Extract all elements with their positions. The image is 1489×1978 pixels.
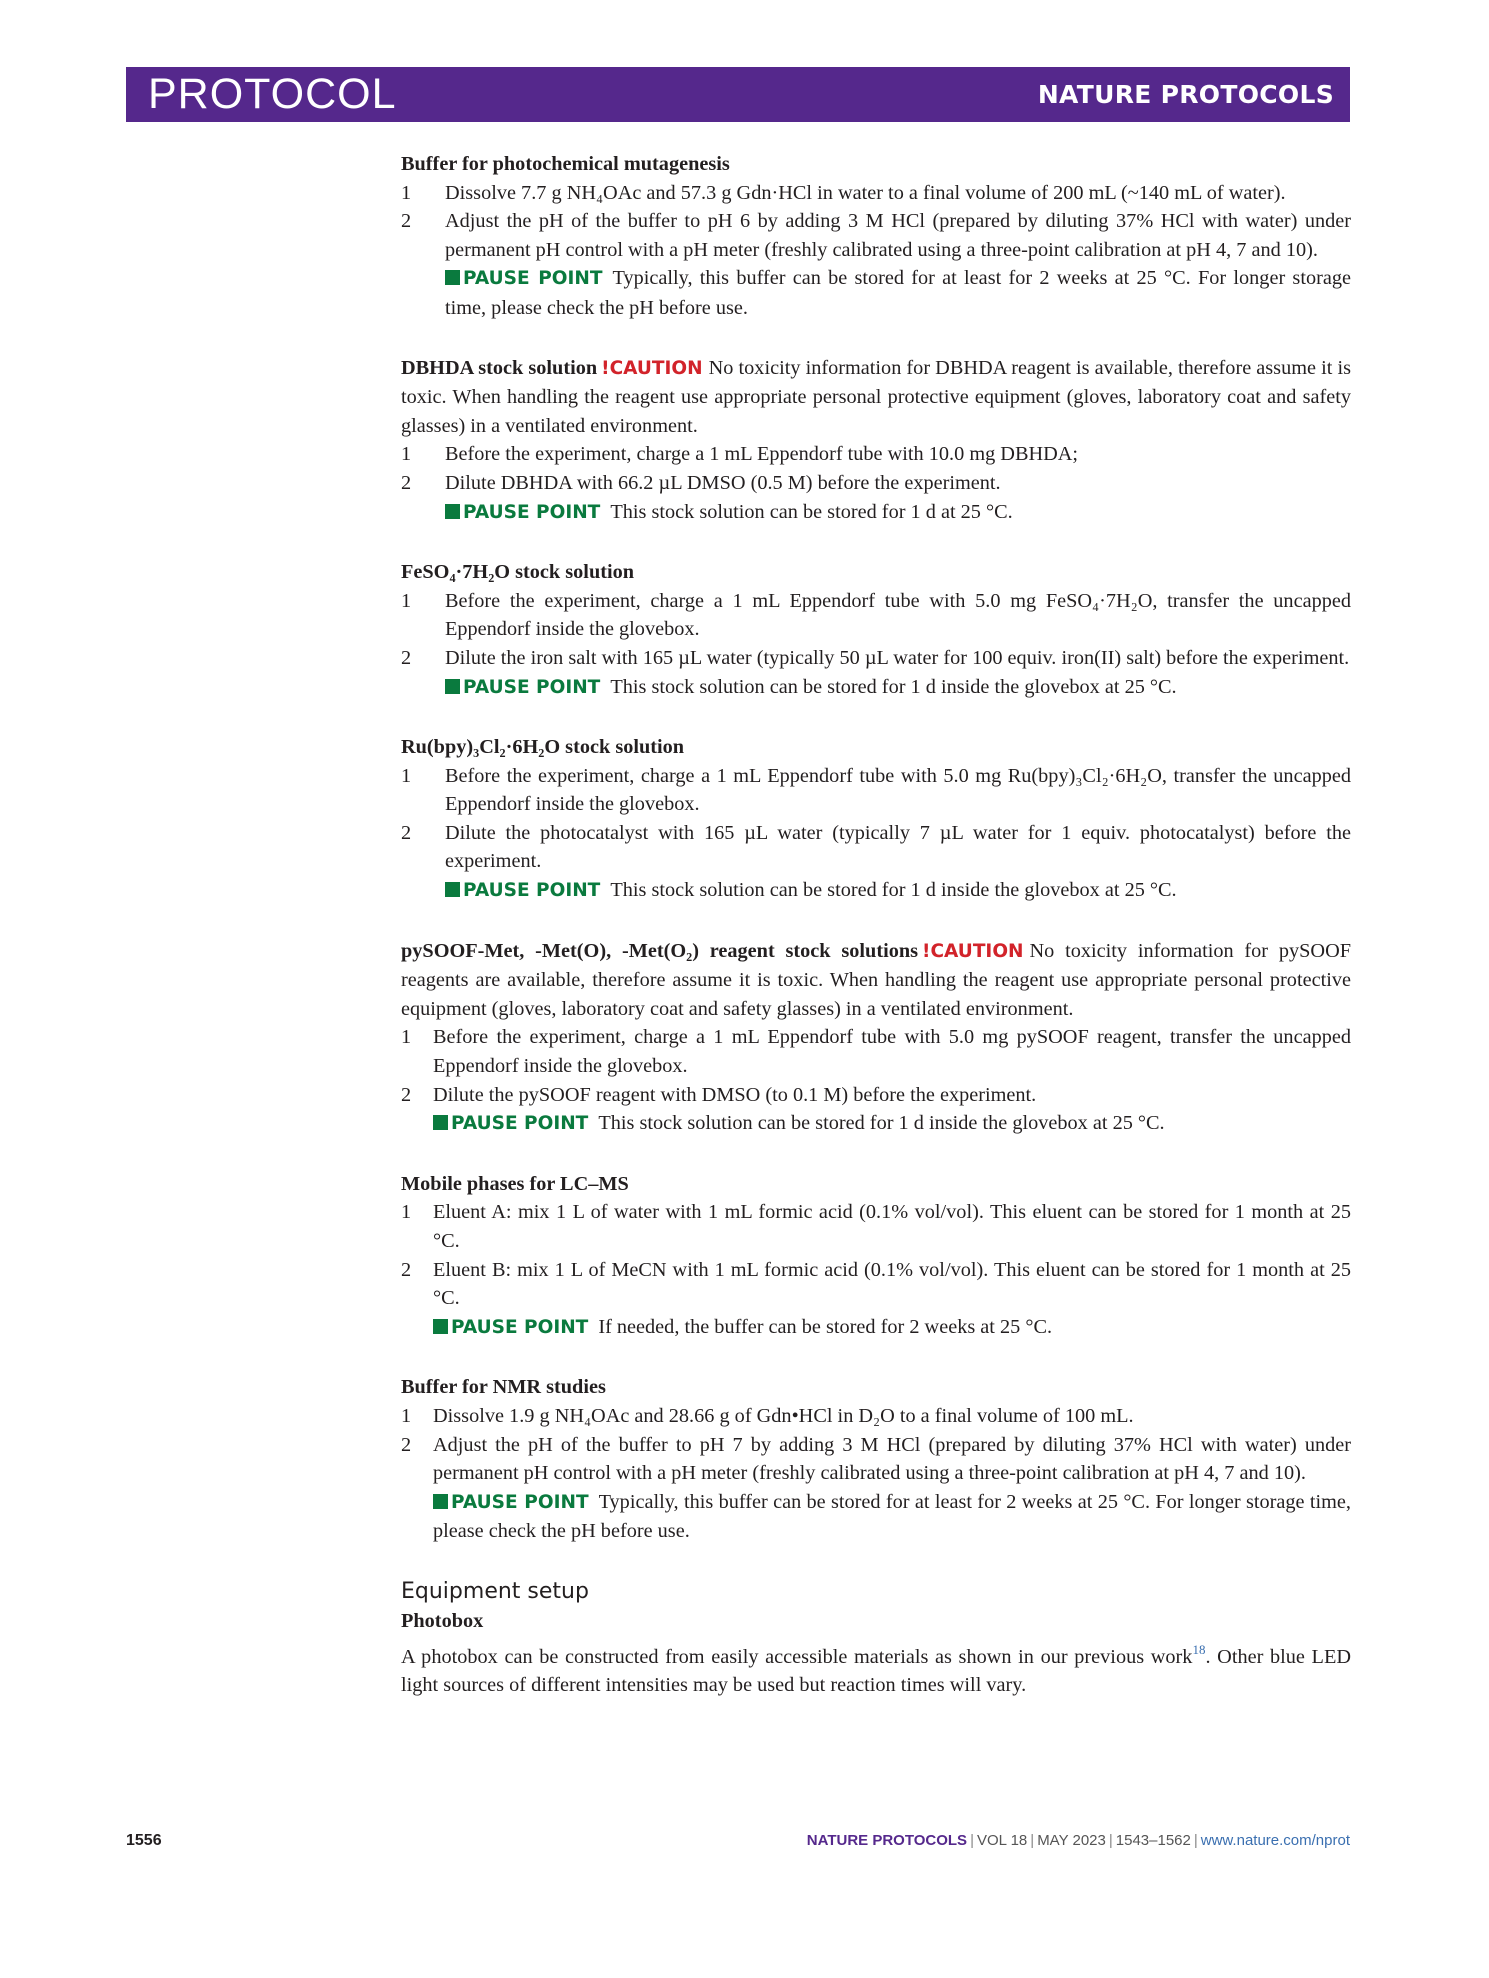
reference-link[interactable]: 18	[1192, 1641, 1206, 1657]
step-number: 1	[401, 764, 412, 787]
pause-point	[401, 876, 1351, 906]
section-heading: Mobile phases for LC–MS	[401, 1172, 629, 1195]
section-heading: DBHDA stock solution	[401, 356, 598, 379]
caution-text: No toxicity information for pySOOF reagents are available, therefore assume it is toxic. When handling the reagent use appropriate personal protective equipment (gloves, laboratory coat and safety glasses) in a ventilated environment.	[401, 939, 1351, 1020]
step-number: 1	[401, 443, 412, 466]
step-item	[401, 644, 1351, 673]
step-item	[401, 1256, 1351, 1313]
photobox-text-end: . Other blue LED light sources of different intensities may be used but reaction times will vary.	[401, 1645, 1351, 1697]
separator: |	[1108, 1832, 1113, 1849]
footer-volume: VOL 18	[976, 1832, 1028, 1849]
step-number: 2	[401, 1083, 412, 1106]
pause-point-text: Typically, this buffer can be stored for at least for 2 weeks at 25 °C. For longer storage time, please check the pH before use.	[445, 267, 1352, 319]
step-text: Before the experiment, charge a 1 mL Eppendorf tube with 10.0 mg DBHDA;	[445, 443, 1079, 466]
page-number: 1556	[126, 1832, 162, 1849]
section-photochem-buffer	[401, 150, 1351, 323]
pause-point-label: PAUSE POINT	[451, 1316, 589, 1338]
photobox-text: A photobox can be constructed from easily accessible materials as shown in our previous work	[401, 1645, 1193, 1668]
step-item	[401, 179, 1351, 208]
pause-point	[401, 673, 1351, 703]
step-item	[401, 1023, 1351, 1080]
step-item	[401, 1081, 1351, 1110]
pause-point-label: PAUSE POINT	[463, 268, 603, 290]
footer-date: MAY 2023	[1037, 1832, 1106, 1849]
pause-point-text: This stock solution can be stored for 1 d inside the glovebox at 25 °C.	[598, 1112, 1165, 1135]
pause-point	[401, 1488, 1351, 1546]
pause-square-icon	[445, 504, 460, 519]
section-heading: Buffer for photochemical mutagenesis	[401, 153, 730, 175]
pause-point-text: This stock solution can be stored for 1 d at 25 °C.	[610, 500, 1013, 523]
step-text: Eluent B: mix 1 L of MeCN with 1 mL formic acid (0.1% vol/vol). This eluent can be stored for 1 month at 25 °C.	[433, 1258, 1351, 1310]
pause-point-label: PAUSE POINT	[463, 676, 601, 698]
step-number: 2	[401, 210, 412, 233]
pause-square-icon	[445, 882, 460, 897]
step-text: Before the experiment, charge a 1 mL Eppendorf tube with 5.0 mg pySOOF reagent, transfer the uncapped Eppendorf inside the glovebox.	[433, 1026, 1351, 1078]
section-lcms	[401, 1170, 1351, 1343]
footer-url-link[interactable]: www.nature.com/nprot	[1200, 1832, 1350, 1849]
step-text: Adjust the pH of the buffer to pH 6 by adding 3 M HCl (prepared by diluting 37% HCl with water) under permanent pH control with a pH meter (freshly calibrated using a three-point calibration at pH 4, 7 and 10).	[445, 210, 1351, 261]
separator: |	[1193, 1832, 1198, 1849]
step-text: Dilute the pySOOF reagent with DMSO (to 0.1 M) before the experiment.	[433, 1083, 1037, 1106]
section-nmr-buffer	[401, 1373, 1351, 1546]
separator: |	[1030, 1832, 1035, 1849]
pause-square-icon	[445, 679, 460, 694]
caution-text: No toxicity information for DBHDA reagent is available, therefore assume it is toxic. When handling the reagent use appropriate personal protective equipment (gloves, laboratory coat and safety glasses) in a ventilated environment.	[401, 356, 1351, 437]
step-item	[401, 469, 1351, 498]
pause-point-text: Typically, this buffer can be stored for at least for 2 weeks at 25 °C. For longer storage time, please check the pH before use.	[433, 1490, 1351, 1543]
step-number: 2	[401, 1433, 412, 1456]
step-item	[401, 207, 1351, 264]
citation	[807, 1832, 1350, 1849]
separator: |	[970, 1832, 974, 1849]
pause-point	[401, 1313, 1351, 1343]
step-number: 1	[401, 1404, 412, 1427]
caution-label: !CAUTION	[922, 940, 1024, 962]
pause-point-label: PAUSE POINT	[463, 880, 601, 902]
step-number: 1	[401, 1201, 412, 1224]
step-text: Dilute DBHDA with 66.2 µL DMSO (0.5 M) before the experiment.	[445, 471, 1001, 494]
step-item	[401, 1402, 1351, 1431]
step-item	[401, 762, 1351, 819]
step-text: Before the experiment, charge a 1 mL Eppendorf tube with 5.0 mg Ru(bpy)₃Cl₂·6H₂O, transfer the uncapped Eppendorf inside the glovebox.	[445, 764, 1351, 816]
pause-point	[401, 1109, 1351, 1139]
pause-point-text: This stock solution can be stored for 1 d inside the glovebox at 25 °C.	[610, 879, 1177, 902]
step-item	[401, 819, 1351, 876]
section-equipment-setup	[401, 1577, 1351, 1700]
pause-square-icon	[433, 1115, 448, 1130]
step-number: 1	[401, 589, 412, 612]
pause-point-label: PAUSE POINT	[451, 1113, 589, 1135]
step-item	[401, 1198, 1351, 1255]
step-number: 2	[401, 471, 412, 494]
article-type-label: PROTOCOL	[148, 70, 397, 118]
step-item	[401, 440, 1351, 469]
section-lead	[401, 937, 1351, 1024]
section-dbhda	[401, 354, 1351, 528]
pause-square-icon	[433, 1319, 448, 1334]
step-text: Dilute the photocatalyst with 165 µL water (typically 7 µL water for 1 equiv. photocatalyst) before the experiment.	[445, 821, 1351, 873]
step-number: 1	[401, 181, 412, 204]
footer-journal: NATURE PROTOCOLS	[806, 1832, 968, 1849]
page-footer	[126, 1832, 1350, 1856]
pause-square-icon	[445, 270, 460, 285]
step-text: Before the experiment, charge a 1 mL Eppendorf tube with 5.0 mg FeSO₄·7H₂O, transfer the uncapped Eppendorf inside the glovebox.	[445, 589, 1351, 641]
pause-point	[401, 264, 1351, 322]
step-number: 2	[401, 646, 412, 669]
section-ru-photocatalyst	[401, 733, 1351, 906]
photobox-paragraph	[401, 1636, 1351, 1700]
step-number: 2	[401, 1258, 412, 1281]
section-heading: Ru(bpy)₃Cl₂·6H₂O stock solution	[401, 736, 685, 759]
photobox-heading: Photobox	[401, 1609, 484, 1632]
step-text: Eluent A: mix 1 L of water with 1 mL formic acid (0.1% vol/vol). This eluent can be stored for 1 month at 25 °C.	[433, 1201, 1351, 1252]
step-item	[401, 587, 1351, 644]
section-feso4	[401, 558, 1351, 702]
caution-label: !CAUTION	[601, 357, 703, 379]
footer-pages: 1543–1562	[1115, 1832, 1191, 1849]
pause-square-icon	[433, 1494, 448, 1509]
step-number: 1	[401, 1026, 412, 1049]
step-text: Dilute the iron salt with 165 µL water (typically 50 µL water for 100 equiv. iron(II) salt) before the experiment.	[445, 646, 1350, 669]
section-heading: pySOOF-Met, -Met(O), -Met(O₂) reagent stock solutions	[401, 939, 919, 962]
equipment-setup-title: Equipment setup	[401, 1578, 589, 1604]
section-lead	[401, 354, 1351, 441]
pause-point-label: PAUSE POINT	[451, 1491, 589, 1513]
journal-name: NATURE PROTOCOLS	[1037, 80, 1334, 109]
pause-point-text: If needed, the buffer can be stored for 2 weeks at 25 °C.	[598, 1315, 1053, 1338]
section-heading: FeSO₄·7H₂O stock solution	[401, 561, 635, 584]
pause-point-text: This stock solution can be stored for 1 d inside the glovebox at 25 °C.	[610, 675, 1177, 698]
step-text: Dissolve 7.7 g NH₄OAc and 57.3 g Gdn·HCl in water to a final volume of 200 mL (~140 mL of water).	[445, 181, 1286, 204]
pause-point	[401, 498, 1351, 528]
section-pysoof	[401, 937, 1351, 1139]
header-banner	[126, 67, 1350, 122]
main-content	[401, 150, 1351, 1700]
pause-point-label: PAUSE POINT	[463, 501, 601, 523]
step-number: 2	[401, 821, 412, 844]
step-item	[401, 1431, 1351, 1488]
section-heading: Buffer for NMR studies	[401, 1376, 606, 1399]
step-text: Dissolve 1.9 g NH₄OAc and 28.66 g of Gdn•HCl in D₂O to a final volume of 100 mL.	[433, 1404, 1134, 1427]
step-text: Adjust the pH of the buffer to pH 7 by adding 3 M HCl (prepared by diluting 37% HCl with water) under permanent pH control with a pH meter (freshly calibrated using a three-point calibration at pH 4, 7 and 10).	[433, 1433, 1351, 1485]
